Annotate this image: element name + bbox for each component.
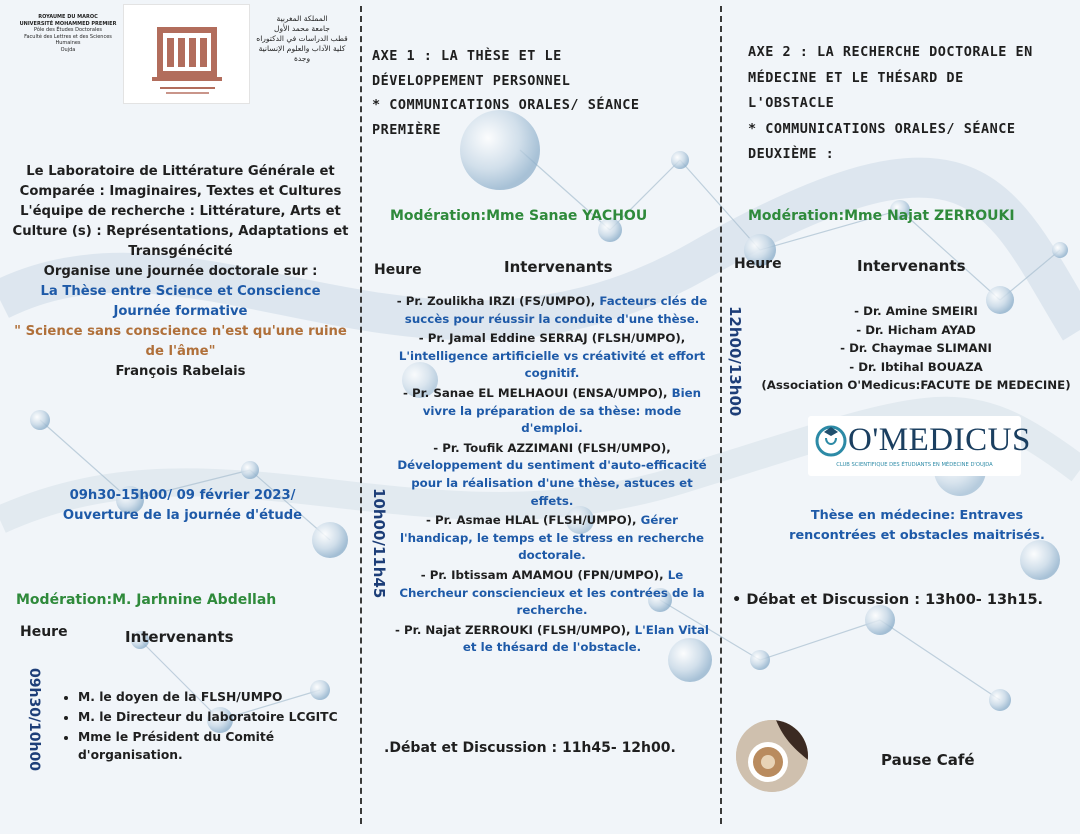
omedicus-logo-subtitle: CLUB SCIENTIFIQUE DES ÉTUDIANTS EN MÉDECINE D'OUJDA (836, 462, 993, 468)
axe2-title-line: AXE 2 : LA RECHERCHE DOCTORALE EN (748, 44, 1033, 60)
axe2-speaker: (Association O'Medicus:FACUTE DE MEDECINE) (761, 378, 1071, 392)
institution-line: ROYAUME DU MAROC (38, 14, 98, 20)
axe1-intervenants-label: Intervenants (504, 258, 613, 276)
list-item: • Mme le Président du Comité d'organisation. (78, 728, 350, 764)
omedicus-logo (808, 416, 1031, 476)
institution-line: جامعة محمد الأول (274, 24, 330, 33)
institution-line: Pôle des Études Doctorales (34, 27, 102, 33)
header-left-institution (18, 14, 118, 53)
speaker-entry (392, 385, 712, 438)
axe2-speaker: - Dr. Chaymae SLIMANI (840, 341, 992, 355)
institution-line: كلية الآداب والعلوم الإنسانية (258, 44, 346, 53)
axe2-topic: Thèse en médecine: Entraves rencontrées et obstacles maitrisés. (789, 508, 1045, 543)
intro-line: Comparée : Imaginaires, Textes et Cultures (19, 184, 342, 199)
axe1-title-line: * COMMUNICATIONS ORALES/ SÉANCE (372, 97, 640, 113)
pause-cafe-label: Pause Café (881, 751, 975, 769)
axe2-speakers (756, 302, 1076, 395)
intro-line: Transgénécité (128, 244, 233, 259)
session1-moderation: Modération:M. Jarhnine Abdellah (16, 592, 277, 608)
speaker-entry (392, 512, 712, 565)
speaker-name: - Pr. Toufik AZZIMANI (FLSH/UMPO), (433, 440, 671, 455)
intro-line: Le Laboratoire de Littérature Générale et (26, 164, 335, 179)
axe2-debate: • Débat et Discussion : 13h00- 13h15. (732, 592, 1044, 608)
speaker-topic: Développement du sentiment d'auto-efficacité pour la réalisation d'une thèse, astuces et effets. (397, 458, 707, 508)
university-emblem-icon (124, 5, 251, 105)
panel-axe1 (362, 0, 720, 834)
omedicus-logo-text: O'MEDICUS (848, 422, 1031, 458)
list-item: • M. le Directeur du laboratoire LCGITC (78, 708, 350, 726)
axe1-speakers (392, 293, 712, 659)
theme-subtitle: Journée formative (113, 304, 248, 319)
axe1-title-line: DÉVELOPPEMENT PERSONNEL (372, 72, 571, 89)
quote-author: François Rabelais (115, 364, 246, 379)
coffee-cup-icon (736, 720, 808, 792)
axe1-title-line: AXE 1 : LA THÈSE ET LE (372, 48, 562, 64)
axe2-title (748, 40, 1078, 168)
speaker-topic: Gérer l'handicap, le temps et le stress en recherche doctorale. (399, 513, 704, 563)
opening-block (10, 486, 355, 526)
session1-list (60, 688, 350, 766)
opening-datetime: 09h30-15h00/ 09 février 2023/ (69, 488, 296, 503)
speaker-entry (392, 622, 712, 657)
institution-line: Faculté des Lettres et des Sciences Humaines (24, 33, 112, 46)
axe2-speaker: - Dr. Ibtihal BOUAZA (849, 359, 983, 374)
axe2-title-line: * COMMUNICATIONS ORALES/ SÉANCE (748, 120, 1016, 137)
axe2-speaker: - Dr. Hicham AYAD (856, 322, 976, 337)
speaker-name: - Pr. Ibtissam AMAMOU (FPN/UMPO), (420, 567, 664, 582)
axe2-intervenants-label: Intervenants (857, 257, 966, 275)
speaker-topic: L'intelligence artificielle vs créativité et effort cognitif. (398, 348, 706, 381)
university-logo (123, 4, 250, 104)
speaker-entry (392, 293, 712, 328)
session1-heure-label: Heure (20, 624, 68, 640)
institution-line: UNIVERSITÉ MOHAMMED PREMIER (19, 20, 117, 27)
axe1-time: 10h00/11h45 (370, 488, 388, 599)
axe1-heure-label: Heure (374, 262, 422, 278)
institution-line: المملكة المغربية (276, 14, 328, 23)
speaker-topic: Facteurs clés de succès pour réussir la conduite d'une thèse. (404, 294, 708, 326)
speaker-topic: Le Chercheur consciencieux et les contrées de la recherche. (399, 567, 705, 618)
axe2-time: 12h00/13h00 (726, 306, 744, 417)
coffee-cup-image (736, 720, 808, 792)
speaker-entry (392, 330, 712, 383)
axe2-title-line: L'OBSTACLE (748, 95, 835, 111)
stethoscope-icon (814, 424, 848, 458)
institution-line: قطب الدراسات في الدكتوراه (256, 34, 348, 43)
session1-time: 09h30/10h00 (26, 668, 42, 771)
opening-label: Ouverture de la journée d'étude (62, 508, 303, 523)
speaker-name: - Pr. Zoulikha IRZI (FS/UMPO), (396, 294, 596, 308)
panel-axe2 (722, 0, 1080, 834)
speaker-name: - Pr. Jamal Eddine SERRAJ (FLSH/UMPO), (418, 331, 686, 346)
institution-line: وجدة (293, 54, 311, 63)
axe1-title (372, 44, 717, 142)
quote: " Science sans conscience n'est qu'une ruine de l'âme" (14, 324, 347, 359)
intro-block (8, 162, 353, 382)
axe2-speaker: - Dr. Amine SMEIRI (854, 304, 978, 318)
axe2-title-line: DEUXIÈME : (748, 146, 835, 162)
speaker-topic: L'Elan Vital et le thésard de l'obstacle. (462, 622, 709, 655)
institution-line: Oujda (60, 46, 76, 53)
intro-line: Culture (s) : Représentations, Adaptations et (12, 224, 349, 239)
speaker-name: - Pr. Asmae HLAL (FLSH/UMPO), (426, 513, 637, 528)
speaker-name: - Pr. Najat ZERROUKI (FLSH/UMPO), (395, 622, 631, 637)
intro-line: Organise une journée doctorale sur : (43, 264, 318, 279)
speaker-entry (392, 440, 712, 510)
axe1-debate: .Débat et Discussion : 11h45- 12h00. (384, 740, 676, 756)
speaker-topic: Bien vivre la préparation de sa thèse: mode d'emploi. (422, 385, 702, 436)
axe2-heure-label: Heure (734, 256, 782, 272)
axe1-moderation: Modération:Mme Sanae YACHOU (390, 208, 648, 224)
header-right-institution (252, 14, 352, 64)
axe2-moderation: Modération:Mme Najat ZERROUKI (748, 208, 1015, 224)
intro-line: L'équipe de recherche : Littérature, Arts et (20, 204, 341, 219)
speaker-name: - Pr. Sanae EL MELHAOUI (ENSA/UMPO), (402, 385, 668, 400)
panel-introduction (0, 0, 360, 834)
list-item: • M. le doyen de la FLSH/UMPO (78, 688, 350, 706)
axe2-title-line: MÉDECINE ET LE THÉSARD DE (748, 69, 964, 86)
axe1-title-line: PREMIÈRE (372, 121, 442, 138)
speaker-entry (392, 567, 712, 620)
session1-intervenants-label: Intervenants (125, 628, 234, 646)
theme-title: La Thèse entre Science et Conscience (40, 284, 321, 299)
